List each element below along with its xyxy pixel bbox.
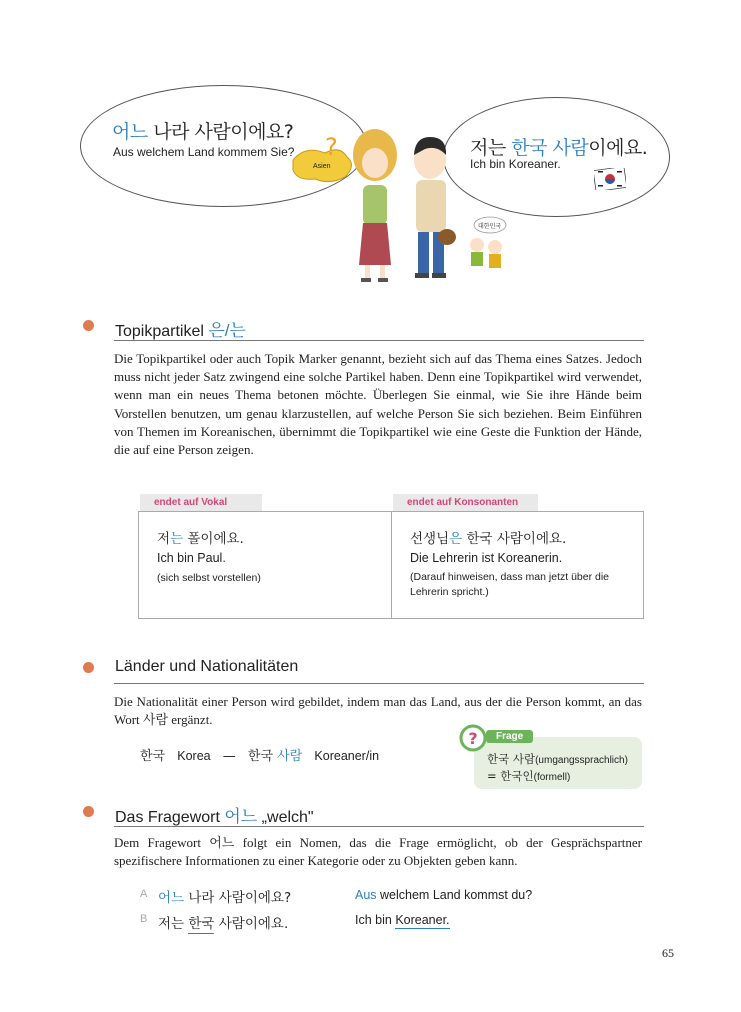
woman-figure [353, 129, 397, 282]
map-label: Asien [313, 163, 331, 170]
section1-title: Topikpartikel 은/는 [115, 321, 246, 340]
consonant-example-korean: 선생님은 한국 사람이에요. [410, 531, 567, 547]
dialog-a-korean: 어느 나라 사람이에요? [158, 890, 292, 906]
frage-line1: 한국 사람(umgangssprachlich) [487, 752, 628, 766]
table-label-vowel: endet auf Vokal [140, 494, 262, 511]
question-circle-icon [459, 724, 487, 752]
illustration-characters [285, 115, 530, 290]
section3-rule [114, 826, 644, 827]
consonant-example-german: Die Lehrerin ist Koreanerin. [410, 551, 563, 565]
dialog-speaker-b: B [140, 913, 148, 925]
korean-flag-icon [594, 168, 626, 190]
section2-bullet [83, 662, 94, 673]
kids-sign-text: 대한민국 [478, 223, 502, 230]
section1-paragraph: Die Topikpartikel oder auch Topik Marker genannt, bezieht sich auf das Thema eines Satzes. Jedoch muss nicht jeder Satz zwingend eine solche Partikel haben. Denn eine Topikpartikel wird verwendet, wenn man ein neues Thema betonen möchte. Überlegen Sie einmal, wie Sie ihre Hände beim Vorstellen benutzen, um genau klarzustellen, auf welche Person Sie sich beziehen. Beim Einführen von Themen im Koreanischen, übernimmt die Topikpartikel wie eine Geste die Funktion der Hände, die auf eine Person zeigen. [114, 351, 642, 458]
dialog-speaker-a: A [140, 888, 148, 900]
svg-text:?: ? [468, 729, 478, 748]
consonant-example-note: (Darauf hinweisen, dass man jetzt über die Lehrerin spricht.) [410, 571, 610, 598]
dialog-b-korean: 저는 한국 사람이에요. [158, 916, 289, 932]
section3-title: Das Fragewort 어느 „welch" [115, 807, 314, 826]
bubble-left-korean: 어느 나라 사람이에요? [112, 121, 294, 143]
section2-paragraph: Die Nationalität einer Person wird gebildet, indem man das Land, aus der die Person kommt, an das Wort 사람 ergänzt. [114, 694, 642, 728]
man-figure [414, 137, 456, 278]
vowel-example-korean: 저는 폴이에요. [157, 531, 244, 547]
section3-paragraph: Dem Fragewort 어느 folgt ein Nomen, das die Frage ermöglicht, ob der Gesprächspartner spezifischere Informationen zu einer Kategorie oder zu Objekten geben kann. [114, 835, 642, 869]
bubble-right-korean: 저는 한국 사람이에요. [470, 137, 648, 159]
table-cell-vowel [139, 512, 392, 618]
section1-bullet [83, 320, 94, 331]
question-mark-icon: ? [325, 133, 338, 161]
dialog-a-german: Aus welchem Land kommst du? [355, 888, 533, 902]
section1-rule [114, 340, 644, 341]
table-label-consonant: endet auf Konsonanten [393, 494, 538, 511]
frage-label: Frage [486, 730, 533, 743]
section2-rule [114, 683, 644, 684]
section3-bullet [83, 806, 94, 817]
vowel-example-german: Ich bin Paul. [157, 551, 226, 565]
section2-title: Länder und Nationalitäten [115, 658, 299, 675]
topic-particle-table [138, 511, 644, 619]
frage-line2: = 한국인(formell) [487, 769, 571, 783]
page-number: 65 [662, 946, 674, 960]
nationality-example: 한국 Korea — 한국 사람 Koreaner/in [140, 749, 380, 764]
table-cell-consonant [392, 512, 643, 618]
bubble-right-german: Ich bin Koreaner. [470, 157, 561, 171]
vowel-example-note: (sich selbst vorstellen) [157, 572, 261, 584]
bubble-left-german: Aus welchem Land kommem Sie? [113, 145, 295, 159]
dialog-b-german: Ich bin Koreaner. [355, 913, 450, 927]
